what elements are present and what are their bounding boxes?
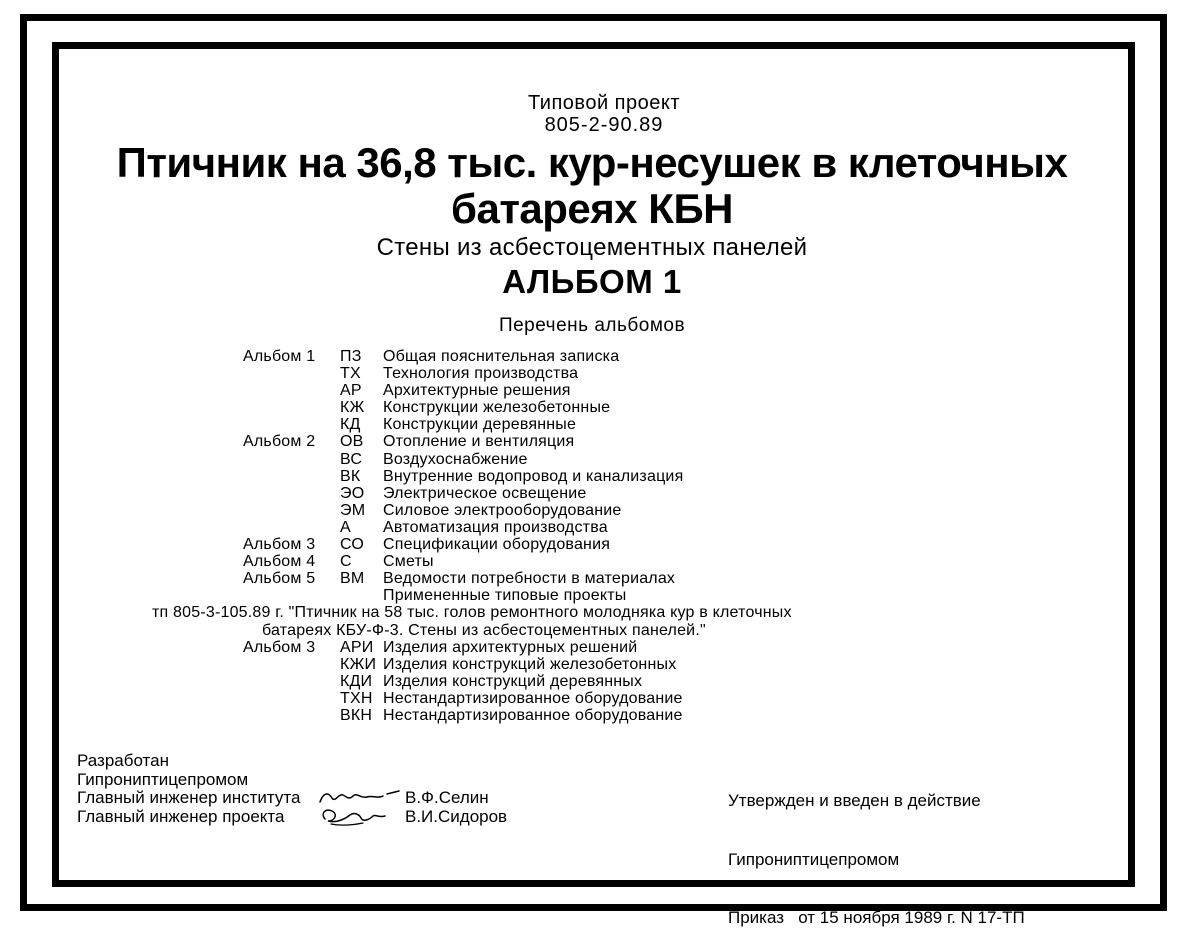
album-name: Альбом 1 [243,348,316,365]
section-code: ТХ [340,365,361,383]
album-name [243,416,340,433]
approved-line1: Утвержден и введен в действие [728,791,981,810]
section-title: Нестандартизированное оборудование [383,706,683,724]
album-row [243,399,792,416]
doc-type: Типовой проект [527,92,681,114]
album-row [243,639,792,656]
chief-engineer-project-row [77,808,507,827]
section-code: ЭО [340,484,365,502]
developed-line2: Гипрониптицепромом [77,769,249,789]
section-title: Конструкции железобетонные [383,399,611,417]
section-code: ВК [340,467,361,485]
album-name: Альбом 3 [243,536,316,554]
section-title: Сметы [383,553,434,571]
album-name: Альбом 4 [243,553,316,571]
section-title: Внутренние водопровод и канализация [383,467,684,485]
album-row [243,485,792,502]
chief-engineer-institute-row [77,789,507,808]
album-name [243,451,340,468]
applied-project-note-line2: батареях КБУ-Ф-3. Стены из асбестоцементных панелей." [262,621,706,639]
section-code: АР [340,382,362,400]
approval-order: Приказ от 15 ноября 1989 г. N 17-ТП [728,908,1025,927]
section-title: Технология производства [383,365,579,383]
page-subtitle: Стены из асбестоцементных панелей [376,234,808,261]
album-row [243,536,792,553]
section-title: Нестандартизированное оборудование [383,689,683,707]
album-name [243,399,340,416]
section-code: ОВ [340,433,364,451]
album-row [243,656,792,673]
section-title: Отопление и вентиляция [383,433,575,451]
section-code: ТХН [340,689,373,707]
album-name [243,690,340,707]
doc-number: 805-2-90.89 [544,114,664,136]
album-row [243,365,792,382]
section-code: А [340,518,351,536]
album-row [243,348,792,365]
album-name [243,382,340,399]
engineer-name: В.Ф.Селин [405,788,489,807]
developed-line1: Разработан [77,751,169,770]
section-code: КЖ [340,399,365,417]
album-name: Альбом 3 [243,638,316,656]
section-title: Изделия конструкций деревянных [383,672,643,690]
section-code: АРИ [340,638,374,656]
section-title: Автоматизация производства [383,518,608,536]
approved-line2: Гипрониптицепромом [728,849,900,869]
section-code: ВС [340,450,363,468]
section-title: Конструкции деревянные [383,416,577,434]
album-row [243,519,792,536]
engineer-name: В.И.Сидоров [405,806,508,826]
section-code: КДИ [340,672,373,690]
album-name [243,365,340,382]
album-row [243,707,792,724]
approved-block [728,752,1025,929]
section-code: ВКН [340,706,373,724]
section-title: Электрическое освещение [383,484,587,502]
album-number: АЛЬБОМ 1 [502,263,682,300]
album-name [243,485,340,502]
page-title-line1: Птичник на 36,8 тыс. кур-несушек в клеточных [116,139,1068,186]
album-name: Альбом 2 [243,433,316,451]
section-title: Архитектурные решения [383,382,571,400]
album-row [243,468,792,485]
sidorov-signature [317,808,405,826]
section-title: Общая пояснительная записка [383,348,620,365]
applied-projects-heading: Примененные типовые проекты [383,587,627,605]
section-title: Воздухоснабжение [383,450,528,468]
section-title: Силовое электрооборудование [383,501,622,519]
section-title: Ведомости потребности в материалах [383,570,676,588]
applied-project-note-line1: тп 805-3-105.89 г. "Птичник на 58 тыс. голов ремонтного молодняка кур в клеточных [152,604,792,622]
section-code: ВМ [340,570,365,588]
album-row [243,553,792,570]
section-code: КД [340,416,361,434]
albums-list [152,348,792,724]
developed-block [77,752,507,826]
role-label: Главный инженер института [77,788,301,807]
album-name [243,519,340,536]
album-name: Альбом 5 [243,570,316,588]
role-label: Главный инженер проекта [77,806,285,826]
album-name [243,707,340,724]
section-code: КЖИ [340,655,377,673]
section-code: СО [340,536,365,554]
album-name [243,656,340,673]
album-row [243,570,792,587]
album-name [243,468,340,485]
section-title: Изделия конструкций железобетонных [383,655,677,673]
album-name [243,673,340,690]
album-row [243,433,792,450]
album-row [243,382,792,399]
page-title-line2: батареях КБН [451,185,733,232]
album-row [243,451,792,468]
section-title: Изделия архитектурных решений [383,638,638,656]
album-name [243,502,340,519]
album-row [243,416,792,433]
album-row [243,502,792,519]
album-row [243,690,792,707]
section-code: ПЗ [340,348,362,365]
section-code: ЭМ [340,501,366,519]
albums-list-heading: Перечень альбомов [498,315,686,336]
section-title: Спецификации оборудования [383,536,611,554]
album-row [243,673,792,690]
section-code: С [340,553,352,571]
